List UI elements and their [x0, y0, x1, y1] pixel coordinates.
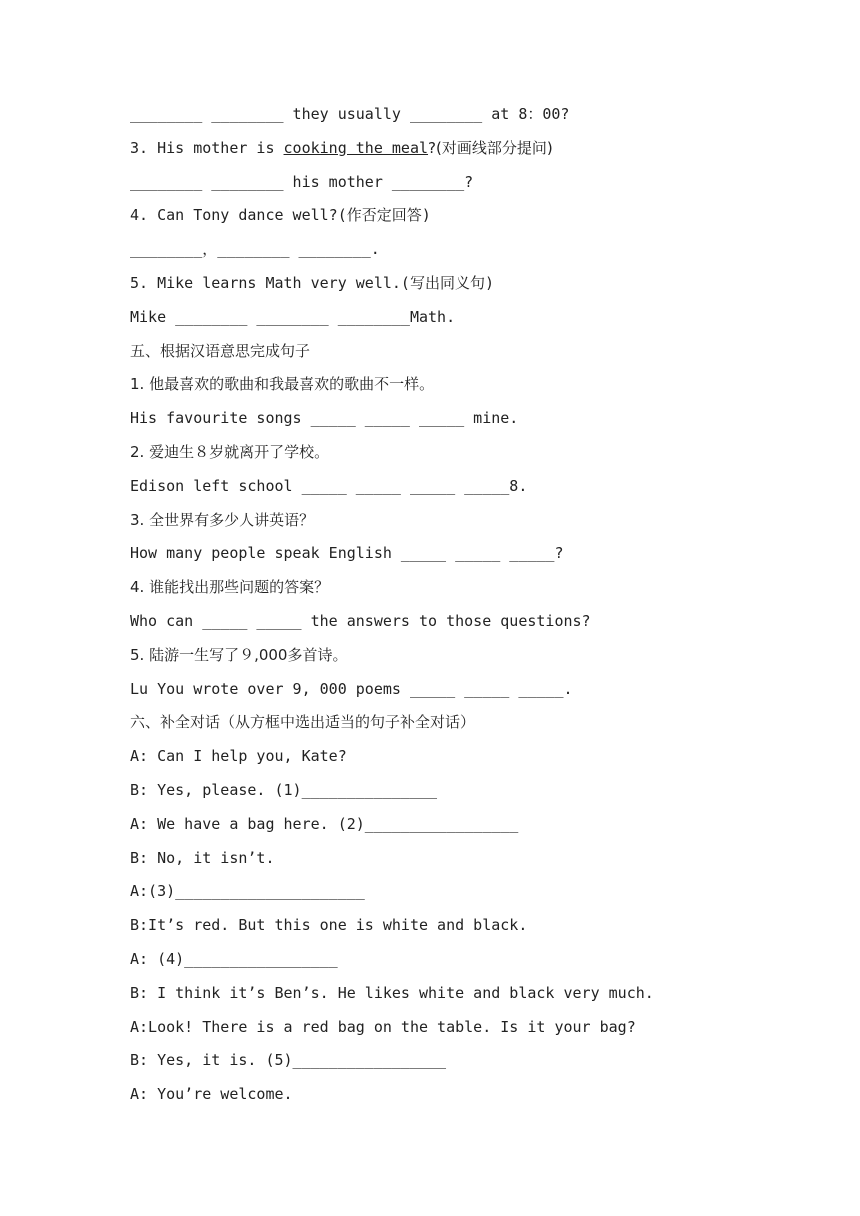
section-6-heading: 六、补全对话（从方框中选出适当的句子补全对话） — [130, 713, 476, 732]
dialogue-line: A: We have a bag here. (2)_________________ — [130, 814, 519, 833]
dialogue-line: A: Can I help you, Kate? — [130, 747, 347, 766]
q5-answer-line: Mike ________ ________ ________Math. — [130, 307, 456, 326]
s5-q2-english: Edison left school _____ _____ _____ _____8. — [130, 476, 528, 495]
q3-prefix: 3. His mother is — [130, 138, 284, 157]
worksheet-page — [130, 98, 830, 1112]
dialogue-line: B:It’s red. But this one is white and black. — [130, 916, 528, 935]
s5-q2-chinese: 2. 爱迪生８岁就离开了学校。 — [130, 442, 330, 461]
s5-q1-english: His favourite songs _____ _____ _____ mine. — [130, 409, 519, 428]
q3-instruction: ?(对画线部分提问) — [428, 138, 553, 157]
dialogue-line: B: Yes, it is. (5)_________________ — [130, 1051, 447, 1070]
s5-q4-chinese: 4. 谁能找出那些问题的答案？ — [130, 578, 330, 597]
q4-answer-line: ________，________ ________. — [130, 240, 380, 259]
dialogue-line: A:Look! There is a red bag on the table. Is it your bag? — [130, 1017, 636, 1036]
q3-underlined-phrase: cooking the meal — [283, 138, 429, 157]
dialogue-line: A: You’re welcome. — [130, 1085, 293, 1104]
dialogue-line: A: (4)_________________ — [130, 949, 338, 968]
dialogue-line: B: I think it’s Ben’s. He likes white and black very much. — [130, 983, 654, 1002]
s5-q5-chinese: 5. 陆游一生写了９,000多首诗。 — [130, 645, 348, 664]
s5-q1-chinese: 1. 他最喜欢的歌曲和我最喜欢的歌曲不一样。 — [130, 375, 435, 394]
s5-q3-english: How many people speak English _____ _____ _____? — [130, 544, 564, 563]
q3-answer-line: ________ ________ his mother ________? — [130, 172, 474, 191]
q2-answer-line: ________ ________ they usually ________ at 8：00? — [130, 105, 570, 123]
q4-question: 4. Can Tony dance well?(作否定回答) — [130, 206, 431, 225]
dialogue-line: B: No, it isn’t. — [130, 848, 275, 867]
s5-q4-english: Who can _____ _____ the answers to those questions? — [130, 611, 591, 630]
dialogue-line: A:(3)_____________________ — [130, 882, 365, 901]
q3-question — [130, 132, 830, 166]
s5-q5-english: Lu You wrote over 9, 000 poems _____ _____ _____. — [130, 679, 573, 698]
section-5-heading: 五、根据汉语意思完成句子 — [130, 341, 311, 360]
q5-question: 5. Mike learns Math very well.(写出同义句) — [130, 273, 494, 292]
dialogue-line: B: Yes, please. (1)_______________ — [130, 780, 438, 799]
s5-q3-chinese: 3. 全世界有多少人讲英语？ — [130, 510, 315, 529]
